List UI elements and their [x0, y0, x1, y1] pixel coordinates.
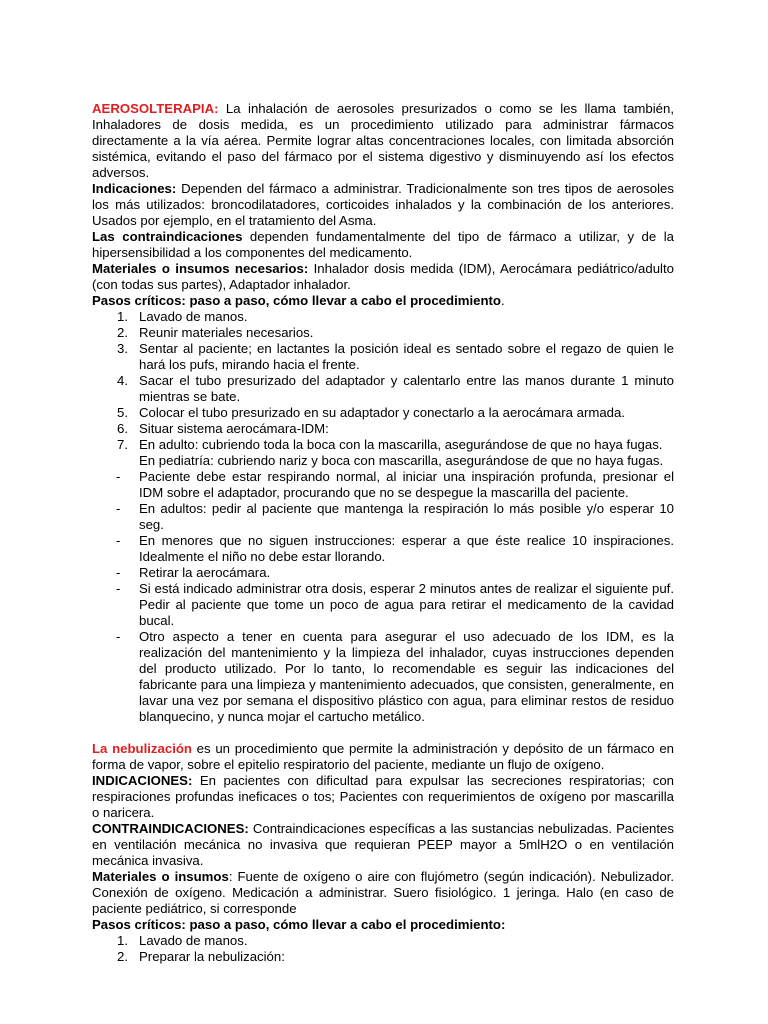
- aero-bullet-list: [92, 469, 674, 725]
- list-item: 1. Lavado de manos.: [117, 309, 248, 324]
- nebu-contraindicaciones: CONTRAINDICACIONES: Contraindicaciones específicas a las sustancias nebulizadas. Pacientes en ventilación mecánica no invasiva que requieran PEEP mayor a 5mlH2O o en ventilación mecánica invasiva.: [92, 821, 674, 868]
- list-item: 4. Sacar el tubo presurizado del adaptador y calentarlo entre las manos durante 1 minuto mientras se bate.: [117, 373, 674, 404]
- document-page: [92, 101, 674, 965]
- nebu-title: La nebulización: [92, 741, 192, 756]
- aero-steps-list: [92, 309, 674, 469]
- list-item: - Paciente debe estar respirando normal, al iniciar una inspiración profunda, presionar el IDM sobre el adaptador, procurando que no se despegue la mascarilla del paciente.: [116, 469, 674, 500]
- step7-continuation: En pediatría: cubriendo nariz y boca con mascarilla, asegurándose de que no haya fugas.: [139, 453, 664, 468]
- nebu-materiales: Materiales o insumos: Fuente de oxígeno o aire con flujómetro (según indicación). Nebulizador. Conexión de oxígeno. Medicación a administrar. Suero fisiológico. 1 jeringa. Halo (en caso de paciente pediátrico, si corresponde: [92, 869, 675, 916]
- list-item: - En adultos: pedir al paciente que mantenga la respiración lo más posible y/o esperar 10 seg.: [116, 501, 674, 532]
- list-item: 5. Colocar el tubo presurizado en su adaptador y conectarlo a la aerocámara armada.: [117, 405, 626, 420]
- aero-pasos-heading: Pasos críticos: paso a paso, cómo llevar a cabo el procedimiento.: [92, 293, 505, 308]
- list-item: - Retirar la aerocámara.: [116, 565, 271, 580]
- nebu-pasos-heading: Pasos críticos: paso a paso, cómo llevar a cabo el procedimiento:: [92, 917, 506, 932]
- aero-title: AEROSOLTERAPIA:: [92, 101, 219, 116]
- nebu-indicaciones: INDICACIONES: En pacientes con dificultad para expulsar las secreciones respiratorias; con respiraciones profundas ineficaces o tos; Pacientes con requerimientos de oxígeno por mascarilla o naricera.: [92, 773, 674, 820]
- nebu-steps-list: [92, 933, 674, 965]
- section-spacer: [92, 725, 674, 741]
- list-item: 2. Preparar la nebulización:: [117, 949, 285, 964]
- aero-contraindicaciones: Las contraindicaciones dependen fundamentalmente del tipo de fármaco a utilizar, y de la hipersensibilidad a los componentes del medicamento.: [92, 229, 674, 260]
- list-item: 6. Situar sistema aerocámara-IDM:: [117, 421, 329, 436]
- aero-intro: AEROSOLTERAPIA: La inhalación de aerosoles presurizados o como se les llama también, Inhaladores de dosis medida, es un procedimiento utilizado para administrar fármacos directamente a la vía aérea. Permite lograr altas concentraciones locales, con limitada absorción sistémica, evitando el paso del fármaco por el sistema digestivo y disminuyendo así los efectos adversos.: [92, 101, 674, 180]
- list-item: - Si está indicado administrar otra dosis, esperar 2 minutos antes de realizar el siguiente puf. Pedir al paciente que tome un poco de agua para retirar el medicamento de la cavidad bucal.: [116, 581, 674, 628]
- nebu-intro: La nebulización es un procedimiento que permite la administración y depósito de un fármaco en forma de vapor, sobre el epitelio respiratorio del paciente, mediante un flujo de oxígeno.: [92, 741, 674, 772]
- list-item: 1. Lavado de manos.: [117, 933, 248, 948]
- list-item: 2. Reunir materiales necesarios.: [117, 325, 314, 340]
- list-item: 7. En adulto: cubriendo toda la boca con la mascarilla, asegurándose de que no haya fugas. En pediatría: cubriendo nariz y boca con mascarilla, asegurándose de que no haya fugas.: [117, 437, 664, 468]
- list-item: - Otro aspecto a tener en cuenta para asegurar el uso adecuado de los IDM, es la realización del mantenimiento y la limpieza del inhalador, cuyas instrucciones dependen del producto utilizado. Por lo tanto, lo recomendable es seguir las indicaciones del fabricante para una limpieza y mantenimiento adecuados, que consisten, generalmente, en lavar una vez por semana el dispositivo plástico con agua, para eliminar restos de residuo blanquecino, y nunca mojar el cartucho metálico.: [116, 629, 674, 724]
- list-item: 3. Sentar al paciente; en lactantes la posición ideal es sentado sobre el regazo de quien le hará los pufs, mirando hacia el frente.: [117, 341, 674, 372]
- aero-materiales: Materiales o insumos necesarios: Inhalador dosis medida (IDM), Aerocámara pediátrico/adulto (con todas sus partes), Adaptador inhalador.: [92, 261, 674, 292]
- list-item: - En menores que no siguen instrucciones: esperar a que éste realice 10 inspiraciones. Idealmente el niño no debe estar llorando.: [116, 533, 674, 564]
- aero-indicaciones: Indicaciones: Dependen del fármaco a administrar. Tradicionalmente son tres tipos de aerosoles los más utilizados: broncodilatadores, corticoides inhalados y la combinación de los anteriores. Usados por ejemplo, en el tratamiento del Asma.: [92, 181, 674, 228]
